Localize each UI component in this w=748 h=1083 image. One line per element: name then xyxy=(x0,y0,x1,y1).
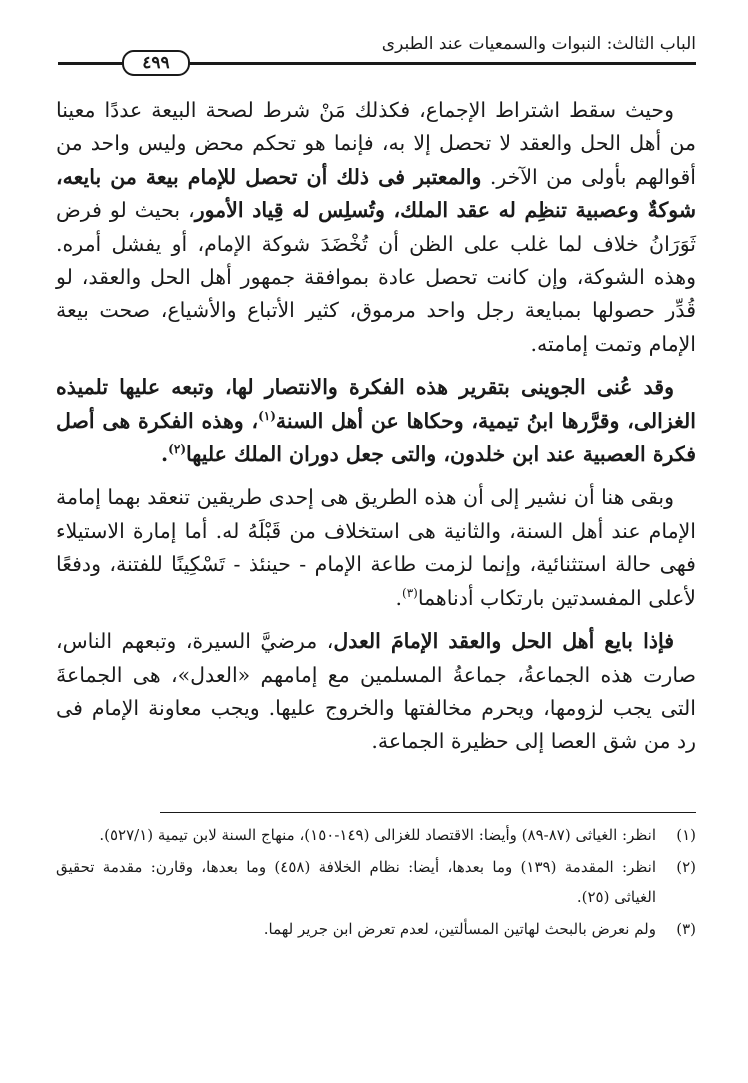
footnote-3-text: ولم نعرض بالبحث لهاتين المسألتين، لعدم تعرض ابن جرير لهما. xyxy=(263,920,656,938)
footnote-2-number: (٢) xyxy=(676,858,696,876)
footnote-ref-2[interactable]: (٢) xyxy=(168,442,186,457)
paragraph-2 xyxy=(56,371,696,471)
footnote-2-text: انظر: المقدمة (١٣٩) وما بعدها، أيضا: نظام الخلافة (٤٥٨) وما بعدها، وقارن: مقدمة تحقيق الغياثى (٢٥). xyxy=(56,858,656,906)
paragraph-2-segment-5: . xyxy=(161,442,169,467)
footnote-3 xyxy=(56,914,696,944)
footnote-rule xyxy=(160,812,696,813)
footnote-2 xyxy=(56,852,696,912)
paragraph-1-segment-3: ، بحيث لو فرض ثَوَرَانُ خلاف لما غلب على الظن أن تُخْضَدَ شوكة الإمام، أو يفشل أمره. وهذه الشوكة، وإن كانت تحصل عادة بموافقة جمهور أهل الحل والعقد، لو قُدِّر حصولها بمبايعة رجل واحد مرموق، كثير الأتباع والأشياع، صحت بيعة الإمام وتمت إمامته. xyxy=(56,198,696,356)
footnote-1-number: (١) xyxy=(676,826,696,844)
page-number: ٤٩٩ xyxy=(122,50,190,76)
paragraph-4-segment-2: ، مرضيَّ السيرة، وتبعهم الناس، صارت هذه الجماعةُ، جماعةُ المسلمين مع إمامهم «العدل»، هى الجماعةَ التى يجب لزومها، ويحرم مخالفتها والخروج عليها. ويجب معاونة الإمام فى رد من شق العصا إلى حظيرة الجماعة. xyxy=(56,629,696,754)
paragraph-2-segment-1: وقد عُنى الجوينى بتقرير هذه الفكرة والانتصار لها، وتبعه عليها تلميذه الغزالى، وقرَّرها ابنُ تيمية، وحكاها عن أهل السنة xyxy=(56,375,696,433)
footnote-1 xyxy=(56,820,696,850)
paragraph-4-segment-1: فإذا بايع أهل الحل والعقد الإمامَ العدل xyxy=(333,629,674,654)
footnote-1-text: انظر: الغياثى (٨٧-٨٩) وأيضا: الاقتصاد للغزالى (١٤٩-١٥٠)، منهاج السنة لابن تيمية (٥٢٧/١). xyxy=(99,826,656,844)
paragraph-3 xyxy=(56,481,696,615)
paragraph-4 xyxy=(56,625,696,759)
paragraph-1-segment-2: والمعتبر فى ذلك أن تحصل للإمام بيعة من بايعه، شوكةٌ وعصبية تنظِم له عقد الملك، وتُسلِس له قِياد الأمور xyxy=(56,164,696,223)
paragraph-3-segment-1: وبقى هنا أن نشير إلى أن هذه الطريق هى إحدى طريقين تنعقد بهما إمامة الإمام عند أهل السنة، والثانية هى استخلاف من قَبْلَهُ له. أما إمارة الاستيلاء فهى حالة استثنائية، وإنما لزمت طاعة الإمام - حينئذ - تَسْكِينًا للفتنة، ودفعًا لأعلى المفسدتين بارتكاب أدناهما xyxy=(56,485,696,610)
paragraph-1-segment-1: وحيث سقط اشتراط الإجماع، فكذلك مَنْ شرط لصحة البيعة عددًا معينا من أهل الحل والعقد لا تحصل إلا به، فإنما هو تحكم محض وليس واحد من أقوالهم بأولى من الآخر. xyxy=(56,98,696,189)
footnote-ref-3[interactable]: (٣) xyxy=(402,585,418,600)
footnote-ref-1[interactable]: (١) xyxy=(258,408,276,423)
footnote-3-number: (٣) xyxy=(676,920,696,938)
paragraph-2-segment-3: ، وهذه الفكرة هى أصل فكرة العصبية عند ابن خلدون، والتى جعل دوران الملك عليها xyxy=(56,408,696,467)
body-text xyxy=(56,94,696,769)
paragraph-3-segment-3: . xyxy=(395,585,402,610)
footnotes xyxy=(56,820,696,946)
running-title: الباب الثالث: النبوات والسمعيات عند الطبرى xyxy=(381,34,696,54)
paragraph-1 xyxy=(56,94,696,361)
